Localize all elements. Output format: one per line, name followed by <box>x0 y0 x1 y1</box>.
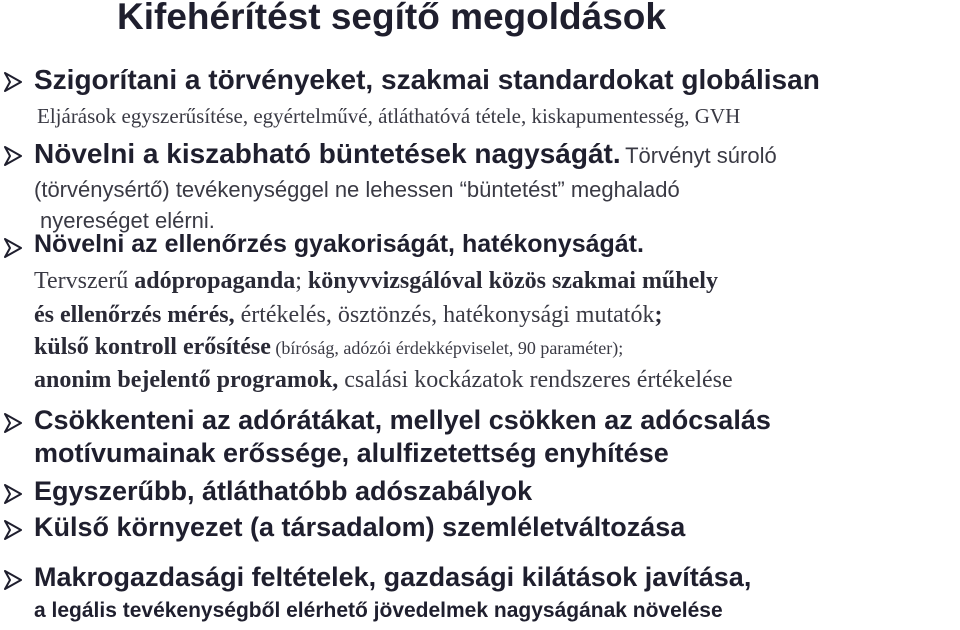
bullet-3-text: (bíróság, adózói érdekképviselet, 90 paraméter); <box>270 338 624 358</box>
bullet-3-heading: Növelni az ellenőrzés gyakoriságát, hatékonyságát. <box>34 230 644 258</box>
arrowhead-bullet-icon <box>4 238 22 258</box>
bullet-2-heading: Növelni a kiszabható büntetések nagyságát. <box>34 138 621 169</box>
bullet-7-line-1: Makrogazdasági feltételek, gazdasági kilátások javítása, <box>34 562 752 592</box>
bullet-3-text: Tervszerű <box>34 268 135 294</box>
bullet-3-line-4 <box>34 366 733 394</box>
bullet-3-text: ; <box>295 268 308 294</box>
arrowhead-bullet-icon <box>4 570 22 590</box>
bullet-3-text: értékelés, ösztönzés, hatékonysági mutatók <box>234 302 655 328</box>
bullet-3-emphasis: ; <box>654 302 663 328</box>
arrowhead-bullet-icon <box>4 520 22 540</box>
bullet-2-line-1 <box>34 138 777 170</box>
bullet-3-line-1 <box>34 267 718 295</box>
bullet-3-emphasis: könyvvizsgálóval közös szakmai műhely <box>307 268 718 294</box>
bullet-1-detail: Eljárások egyszerűsítése, egyértelművé, átláthatóvá tétele, kiskapumentesség, GVH <box>37 104 741 128</box>
bullet-3-line-3 <box>34 334 623 361</box>
bullet-7-line-2: a legális tevékenységből elérhető jövedelmek nagyságának növelése <box>34 599 723 622</box>
bullet-3-emphasis: és ellenőrzés mérés, <box>34 302 235 328</box>
arrowhead-bullet-icon <box>4 484 22 504</box>
arrowhead-bullet-icon <box>4 72 22 92</box>
bullet-3-line-2 <box>34 301 662 329</box>
bullet-2-detail-a: Törvényt súroló <box>625 143 777 168</box>
bullet-4-line-1: Csökkenteni az adórátákat, mellyel csökken az adócsalás <box>34 405 771 435</box>
bullet-4-line-2: motívumainak erőssége, alulfizetettség enyhítése <box>34 438 669 468</box>
bullet-1-heading: Szigorítani a törvényeket, szakmai standardokat globálisan <box>34 64 820 95</box>
bullet-3-emphasis: külső kontroll erősítése <box>34 334 271 360</box>
bullet-3-emphasis: anonim bejelentő programok, <box>34 367 339 393</box>
bullet-6-heading: Külső környezet (a társadalom) szemléletváltozása <box>34 512 686 542</box>
slide-title: Kifehérítést segítő megoldások <box>117 0 666 37</box>
arrowhead-bullet-icon <box>4 413 22 433</box>
arrowhead-bullet-icon <box>4 146 22 166</box>
bullet-5-heading: Egyszerűbb, átláthatóbb adószabályok <box>34 476 533 506</box>
bullet-2-detail-b: (törvénysértő) tevékenységgel ne lehessen “büntetést” meghaladó <box>34 177 680 202</box>
bullet-3-text: csalási kockázatok rendszeres értékelése <box>338 367 733 393</box>
bullet-3-emphasis: adópropaganda <box>134 268 296 294</box>
bullet-2-detail-c: nyereséget elérni. <box>40 208 215 233</box>
